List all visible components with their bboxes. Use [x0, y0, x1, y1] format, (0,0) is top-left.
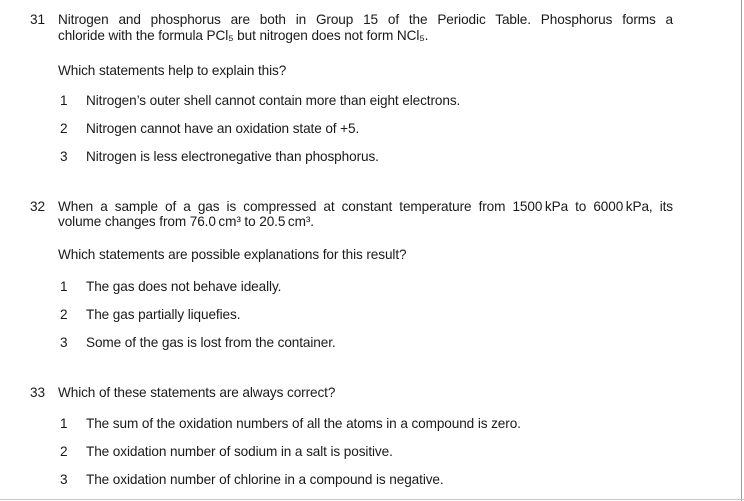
statement-text: Nitrogen’s outer shell cannot contain more than eight electrons.: [86, 93, 461, 108]
statement-text: Nitrogen is less electronegative than phosphorus.: [86, 149, 379, 164]
question-number: 33: [30, 385, 45, 400]
statement-number: 1: [60, 279, 68, 294]
page-border-right: [741, 0, 742, 501]
statement-number: 3: [60, 149, 68, 164]
question-text-line1: Which of these statements are always correct?: [58, 385, 336, 400]
question-text-line2: volume changes from 76.0 cm³ to 20.5 cm³.: [58, 214, 314, 229]
statement-number: 2: [60, 444, 68, 459]
statement-text: Some of the gas is lost from the container.: [86, 335, 336, 350]
statement-number: 1: [60, 93, 68, 108]
statement-number: 2: [60, 307, 68, 322]
statement-number: 1: [60, 416, 68, 431]
statement-number: 3: [60, 472, 68, 487]
question-prompt: Which statements help to explain this?: [58, 63, 287, 78]
statement-text: The gas partially liquefies.: [86, 307, 241, 322]
statement-number: 2: [60, 121, 68, 136]
statement-text: The oxidation number of chlorine in a compound is negative.: [86, 472, 444, 487]
statement-text: Nitrogen cannot have an oxidation state of +5.: [86, 121, 360, 136]
statement-text: The sum of the oxidation numbers of all the atoms in a compound is zero.: [86, 416, 521, 431]
question-number: 31: [30, 12, 45, 27]
question-number: 32: [30, 199, 45, 214]
statement-number: 3: [60, 335, 68, 350]
question-text-line2: chloride with the formula PCl₅ but nitrogen does not form NCl₅.: [58, 28, 429, 43]
question-text-line1: When a sample of a gas is compressed at constant temperature from 1500 kPa to 6000 kPa, its: [58, 199, 673, 214]
statement-text: The oxidation number of sodium in a salt is positive.: [86, 444, 393, 459]
page-border-bottom: [0, 499, 744, 500]
question-prompt: Which statements are possible explanations for this result?: [58, 247, 407, 262]
question-text-line1: Nitrogen and phosphorus are both in Group 15 of the Periodic Table. Phosphorus forms a: [58, 12, 673, 27]
statement-text: The gas does not behave ideally.: [86, 279, 282, 294]
